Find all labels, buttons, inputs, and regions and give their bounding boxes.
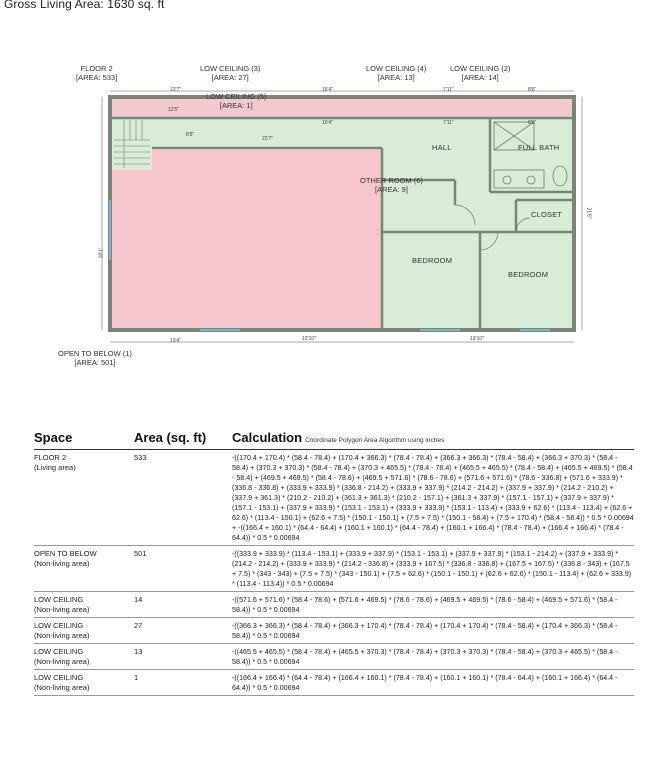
dim-right-side: 21'6" xyxy=(585,207,592,219)
space-type: (Non-living area) xyxy=(34,605,90,614)
room-full-bath: FULL BATH xyxy=(518,143,560,152)
open-to-below-area: [AREA: 501] xyxy=(74,358,116,367)
other-room-6-area: [AREA: 9] xyxy=(374,185,408,194)
table-row xyxy=(34,450,634,546)
dim-inner-6: 8'6" xyxy=(528,120,537,126)
dim-bottom-mid: 13'10" xyxy=(302,336,316,342)
table-row xyxy=(34,592,634,618)
table-row xyxy=(34,546,634,592)
header-area: Area (sq. ft) xyxy=(134,430,207,445)
room-hall: HALL xyxy=(432,143,452,152)
dim-inner-5: 7'11" xyxy=(443,120,454,126)
floor2-label xyxy=(76,64,117,82)
dim-left-side: 18'1" xyxy=(98,247,105,259)
space-name: LOW CEILING xyxy=(34,673,84,682)
header-calculation-label: Calculation xyxy=(232,430,303,445)
low-ceiling-4-region xyxy=(390,97,490,118)
space-type: (Non-living area) xyxy=(34,657,90,666)
header-calculation xyxy=(232,430,634,445)
other-room-6-name: OTHER ROOM (6) xyxy=(360,176,423,185)
calc-cell: -((333.9 + 333.9) * (113.4 - 153.1) + (333.9 + 337.9) * (153.1 - 153.1) + (337.9 + 337.9) * (153.1 - 214.2) + (337.9 + 333.9) * (214.2 - 214.2) + (333.9 + 333.9) * (214.2 - 336.8) + (333.9 + 167.5) * (336.8 - 336.8) + (167.5 + 167.5) * (336.8 - 343) + (167.5 + 7.5) * (343 - 343) + (7.5 + 7.5) * (343 - 150.1) + (7.5 + 62.6) * (150.1 - 150.1) + (62.6 + 62.6) * (150.1 - 113.4) + (62.6 + 333.9) * (113.4 - 113.4)) * 0.5 * 0.00694 xyxy=(232,550,632,588)
space-cell xyxy=(34,453,134,543)
low-ceiling-2-region xyxy=(490,97,574,118)
area-cell: 501 xyxy=(134,549,147,558)
dim-top-left: 13'7" xyxy=(170,87,182,93)
table-row xyxy=(34,670,634,696)
calc-cell: -((166.4 + 166.4) * (64.4 - 78.4) + (166.4 + 160.1) * (78.4 - 78.4) + (160.1 + 160.1) * (78.4 - 64.4) + (160.1 + 166.4) * (64.4 - 64.4)) * 0.5 * 0.00694 xyxy=(232,674,618,692)
low-ceiling-4-area: [AREA: 13] xyxy=(377,73,415,82)
dim-top-mid: 16'4" xyxy=(322,87,334,93)
low-ceiling-2-area: [AREA: 14] xyxy=(461,73,499,82)
low-ceiling-3-label xyxy=(200,64,260,82)
space-type: (Living area) xyxy=(34,463,76,472)
low-ceiling-2-label xyxy=(450,64,510,82)
space-type: (Non-living area) xyxy=(34,683,90,692)
dim-inner-3: 22'7" xyxy=(262,136,274,142)
room-closet: CLOSET xyxy=(531,210,563,219)
open-to-below-label xyxy=(58,349,132,367)
dim-inner-2: 8'8" xyxy=(186,132,195,138)
dim-top-r2: 8'6" xyxy=(528,87,537,93)
low-ceiling-3-area: [AREA: 27] xyxy=(211,73,249,82)
calc-cell: -((170.4 + 170.4) * (58.4 - 78.4) + (170.4 + 366.3) * (78.4 - 78.4) + (366.3 + 366.3) * (78.4 - 58.4) + (366.3 + 370.3) * (58.4 - 58.4) + (370.3 + 370.3) * (58.4 - 78.4) + (370.3 + 465.5) * (78.4 - 78.4) + (465.5 + 465.5) * (78.4 - 58.4) + (465.5 + 469.5) * (58.4 - 58.4) + (469.5 + 469.5) * (58.4 - 78.6) + (469.5 + 571.6) * (78.6 - 78.6) + (571.6 + 571.6) * (78.6 - 336.8) + (571.6 + 333.9) * (336.8 - 336.8) + (333.9 + 333.9) * (336.8 - 214.2) + (333.9 + 337.9) * (214.2 - 214.2) + (337.9 + 337.9) * (214.2 - 210.2) + (337.9 + 361.3) * (210.2 - 210.2) + (361.3 + 361.3) * (210.2 - 157.1) + (361.3 + 337.9) * (157.1 - 157.1) + (337.9 + 337.9) * (157.1 - 153.1) + (337.9 + 333.9) * (153.1 - 153.1) + (333.9 + 333.9) * (153.1 - 113.4) + (333.9 + 62.6) * (113.4 - 113.4) + (62.6 + 62.6) * (113.4 - 150.1) + (62.6 + 7.5) * (150.1 - 150.1) + (7.5 + 7.5) * (150.1 - 58.4) + (7.5 + 170.4) * (58.4 - 58.4)) * 0.5 * 0.00694 + -((166.4 + 160.1) * (64.4 - 64.4) + (160.1 + 160.1) * (64.4 - 78.4) + (160.1 + 166.4) * (78.4 - 78.4) + (166.4 + 166.4) * (78.4 - 64.4)) * 0.5 * 0.00694 xyxy=(232,454,634,542)
floor2-name: FLOOR 2 xyxy=(80,64,113,73)
table-row xyxy=(34,618,634,644)
calc-cell: -((571.6 + 571.6) * (58.4 - 78.6) + (571.6 + 469.5) * (78.6 - 78.6) + (469.5 + 469.5) * (78.6 - 58.4) + (469.5 + 571.6) * (58.4 - 58.4)) * 0.5 * 0.00694 xyxy=(232,596,618,614)
area-cell: 14 xyxy=(134,595,143,604)
low-ceiling-3-name: LOW CEILING (3) xyxy=(200,64,261,73)
dim-bottom-right: 19'10" xyxy=(470,336,484,342)
gross-living-area-title: Gross Living Area: 1630 sq. ft xyxy=(4,0,165,11)
table-header-row xyxy=(34,430,634,450)
dim-inner-4: 16'4" xyxy=(322,120,334,126)
header-calculation-subtitle: Coordinate Polygon Area Algorithm using inches xyxy=(305,437,445,444)
other-room-6-label xyxy=(360,176,423,194)
open-to-below-left-region xyxy=(110,170,152,328)
low-ceiling-5-label xyxy=(206,92,266,110)
room-bedroom-left: BEDROOM xyxy=(412,256,453,265)
dim-inner-1: 12'5" xyxy=(168,107,180,113)
header-space: Space xyxy=(34,430,73,445)
space-name: LOW CEILING xyxy=(34,595,84,604)
space-name: LOW CEILING xyxy=(34,621,84,630)
space-cell xyxy=(34,549,134,589)
space-cell xyxy=(34,595,134,615)
space-cell xyxy=(34,673,134,693)
dim-top-r1: 7'11" xyxy=(443,87,454,93)
space-type: (Non-living area) xyxy=(34,559,90,568)
space-name: OPEN TO BELOW xyxy=(34,549,97,558)
area-calculation-table xyxy=(34,430,634,696)
open-to-below-name: OPEN TO BELOW (1) xyxy=(58,349,132,358)
area-cell: 533 xyxy=(134,453,147,462)
space-cell xyxy=(34,647,134,667)
low-ceiling-5-name: LOW CEILING (5) xyxy=(206,92,267,101)
calc-cell: -((366.3 + 366.3) * (58.4 - 78.4) + (366.3 + 170.4) * (78.4 - 78.4) + (170.4 + 170.4) * (78.4 - 58.4) + (170.4 + 366.3) * (58.4 - 58.4)) * 0.5 * 0.00694 xyxy=(232,622,618,640)
room-bedroom-right: BEDROOM xyxy=(508,270,549,279)
area-cell: 13 xyxy=(134,647,143,656)
low-ceiling-4-name: LOW CEILING (4) xyxy=(366,64,427,73)
table-row xyxy=(34,644,634,670)
calc-cell: -((465.5 + 465.5) * (58.4 - 78.4) + (465.5 + 370.3) * (78.4 - 78.4) + (370.3 + 370.3) * (78.4 - 58.4) + (370.3 + 465.5) * (58.4 - 58.4)) * 0.5 * 0.00694 xyxy=(232,648,618,666)
floor2-area: [AREA: 533] xyxy=(76,73,118,82)
area-cell: 27 xyxy=(134,621,143,630)
space-cell xyxy=(34,621,134,641)
low-ceiling-2-name: LOW CEILING (2) xyxy=(450,64,511,73)
dim-bottom-left: 13'4" xyxy=(170,338,182,344)
low-ceiling-5-area: [AREA: 1] xyxy=(219,101,253,110)
low-ceiling-4-label xyxy=(366,64,426,82)
area-cell: 1 xyxy=(134,673,139,682)
open-to-below-region xyxy=(152,150,382,328)
space-name: FLOOR 2 xyxy=(34,453,67,462)
space-name: LOW CEILING xyxy=(34,647,84,656)
space-type: (Non-living area) xyxy=(34,631,90,640)
